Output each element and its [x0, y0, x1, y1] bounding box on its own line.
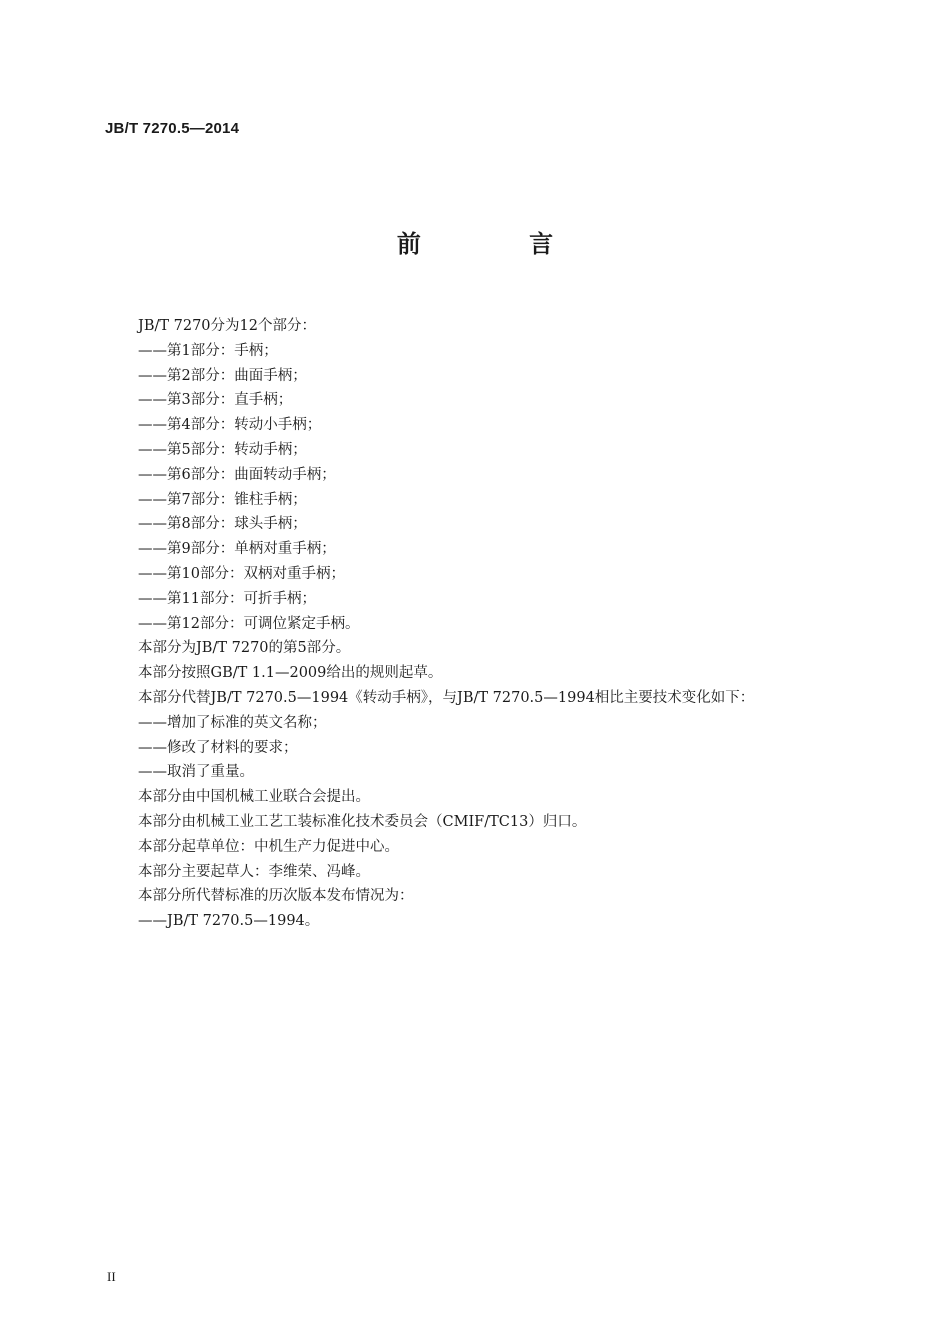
text-line: 本部分主要起草人：李维荣、冯峰。 — [138, 863, 370, 880]
text-line: ——第12部分：可调位紧定手柄。 — [138, 615, 360, 632]
text-line: ——第1部分：手柄； — [138, 342, 278, 359]
text-line: ——第6部分：曲面转动手柄； — [138, 466, 336, 483]
text-line: 本部分所代替标准的历次版本发布情况为： — [138, 888, 414, 905]
text-line: ——增加了标准的英文名称； — [138, 714, 327, 731]
text-line: ——第10部分：双柄对重手柄； — [138, 565, 345, 582]
text-line: 本部分起草单位：中机生产力促进中心。 — [138, 838, 399, 855]
section-heading: 前 言 — [396, 230, 604, 258]
standard-code: JB/T 7270.5—2014 — [105, 120, 240, 137]
text-line: ——JB/T 7270.5—1994。 — [138, 913, 320, 930]
text-line: JB/T 7270分为12个部分： — [138, 318, 316, 334]
text-line: 本部分由中国机械工业联合会提出。 — [138, 789, 370, 806]
text-line: ——第9部分：单柄对重手柄； — [138, 541, 336, 558]
text-line: ——第7部分：锥柱手柄； — [138, 491, 307, 508]
text-line: ——取消了重量。 — [138, 764, 254, 781]
text-line: 本部分由机械工业工艺工装标准化技术委员会（CMIF/TC13）归口。 — [138, 813, 587, 830]
foreword-body — [138, 314, 838, 934]
page-number: II — [107, 1269, 116, 1284]
text-line: ——第2部分：曲面手柄； — [138, 367, 307, 384]
text-line: ——第4部分：转动小手柄； — [138, 417, 322, 434]
text-line: ——第11部分：可折手柄； — [138, 590, 316, 607]
text-line: ——第5部分：转动手柄； — [138, 441, 307, 458]
text-line: 本部分为JB/T 7270的第5部分。 — [138, 640, 351, 657]
text-line: 本部分按照GB/T 1.1—2009给出的规则起草。 — [138, 665, 443, 682]
text-line: ——修改了材料的要求； — [138, 739, 298, 756]
text-line: ——第3部分：直手柄； — [138, 392, 293, 409]
text-line: 本部分代替JB/T 7270.5—1994《转动手柄》，与JB/T 7270.5—1994相比主要技术变化如下： — [138, 689, 755, 706]
text-line: ——第8部分：球头手柄； — [138, 516, 307, 533]
